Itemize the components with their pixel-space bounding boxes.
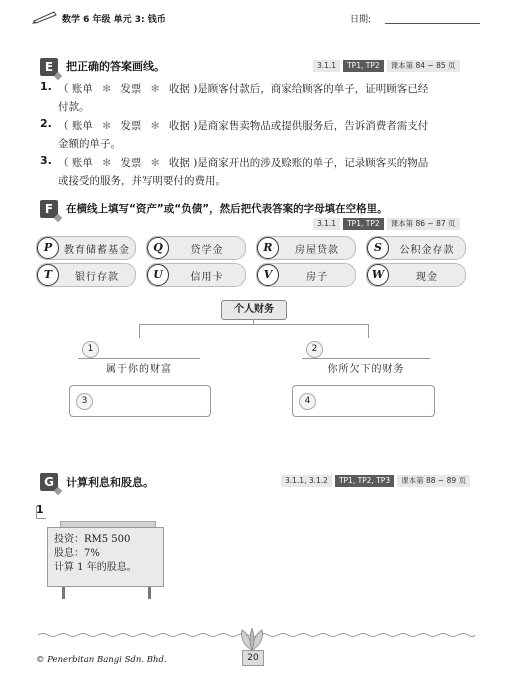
skill-tag: 3.1.1 (313, 218, 340, 230)
question-text: )是顾客付款后，商家给顾客的单子，证明顾客已经 (193, 83, 429, 95)
option-receipt[interactable]: 收据 (168, 120, 190, 132)
tree-connector (139, 324, 368, 325)
tp-tag: TP1, TP2 (343, 218, 384, 230)
question-g1-number: 1 (36, 503, 44, 516)
option-invoice[interactable]: 发票 (120, 83, 142, 95)
letter-badge: P (37, 237, 59, 259)
option-invoice[interactable]: 发票 (120, 120, 142, 132)
section-e-badge: E (40, 58, 58, 76)
pencil-icon (32, 8, 58, 24)
option-label: 信用卡 (190, 271, 224, 283)
textbook-tag: 课本第 84 ~ 85 页 (387, 60, 460, 72)
option-t (36, 263, 136, 287)
section-g-instruction: 计算利息和股息。 (66, 476, 154, 489)
option-label: 公积金存款 (399, 244, 455, 256)
question-e1: 1. （ 账单 ✻ 发票 ✻ 收据 )是顾客付款后，商家给顾客的单子，证明顾客已经 付款。 (40, 80, 483, 116)
option-v (256, 263, 356, 287)
section-f-instruction: 在横线上填写“资产”或“负债”，然后把代表答案的字母填在空格里。 (66, 203, 388, 215)
question-text: 付款。 (58, 101, 90, 113)
answer-number-4: 4 (299, 393, 316, 410)
investment-text: 投资：RM5 500 (54, 534, 131, 545)
option-label: 现金 (416, 271, 438, 283)
question-e2: 2. （ 账单 ✻ 发票 ✻ 收据 )是商家售卖物品或提供服务后，告诉消费者需支付 金额的单子。 (40, 117, 483, 153)
question-text: )是商家售卖物品或提供服务后，告诉消费者需支付 (193, 120, 429, 132)
answer-number-1: 1 (82, 341, 99, 358)
skill-tag: 3.1.1, 3.1.2 (281, 475, 332, 487)
letter-badge: T (37, 264, 59, 286)
textbook-tag: 课本第 88 ~ 89 页 (397, 475, 470, 487)
dividend-rate-text: 股息：7% (54, 548, 100, 559)
date-label: 日期: (350, 15, 372, 25)
copyright-text: © Penerbitan Bangi Sdn. Bhd. (36, 655, 167, 665)
tp-tag: TP1, TP2, TP3 (335, 475, 394, 487)
left-category-label: 属于你的财富 (106, 364, 172, 375)
section-f-tags (313, 218, 460, 230)
question-number-underline (36, 518, 46, 519)
option-u (146, 263, 246, 287)
option-label: 房子 (306, 271, 328, 283)
section-e-instruction: 把正确的答案画线。 (66, 60, 165, 73)
answer-blank-1[interactable] (78, 358, 200, 359)
option-label: 贷学金 (190, 244, 224, 256)
question-number-bracket (36, 506, 37, 518)
section-e-tags (313, 60, 460, 72)
section-g-badge: G (40, 473, 58, 491)
option-w (366, 263, 466, 287)
leaf-ornament-icon (234, 628, 270, 652)
question-text: 或接受的服务，并写明要付的费用。 (58, 175, 226, 187)
section-g-tags (281, 475, 470, 487)
question-text: )是商家开出的涉及赊账的单子，记录顾客买的物品 (193, 157, 429, 169)
tp-tag: TP1, TP2 (343, 60, 384, 72)
option-receipt[interactable]: 收据 (168, 157, 190, 169)
tree-root-label: 个人财务 (221, 300, 287, 320)
question-number: 1. (40, 80, 52, 93)
question-e3: 3. （ 账单 ✻ 发票 ✻ 收据 )是商家开出的涉及赊账的单子，记录顾客买的物品 或接受的服务，并写明要付的费用。 (40, 154, 483, 190)
skill-tag: 3.1.1 (313, 60, 340, 72)
textbook-tag: 课本第 86 ~ 87 页 (387, 218, 460, 230)
option-r (256, 236, 356, 260)
letter-badge: R (257, 237, 279, 259)
question-board (47, 527, 164, 587)
question-number: 2. (40, 117, 52, 130)
date-field[interactable] (385, 23, 480, 24)
answer-blank-2[interactable] (302, 358, 430, 359)
letter-badge: U (147, 264, 169, 286)
letter-badge: W (367, 264, 389, 286)
board-leg (148, 587, 151, 599)
task-text: 计算 1 年的股息。 (54, 562, 137, 573)
option-receipt[interactable]: 收据 (168, 83, 190, 95)
board-leg (62, 587, 65, 599)
option-s (366, 236, 466, 260)
right-category-label: 你所欠下的财务 (327, 364, 405, 375)
question-text: 金额的单子。 (58, 138, 121, 150)
section-f-badge: F (40, 200, 58, 218)
option-invoice[interactable]: 发票 (120, 157, 142, 169)
letter-badge: S (367, 237, 389, 259)
letter-badge: Q (147, 237, 169, 259)
option-q (146, 236, 246, 260)
option-p (36, 236, 136, 260)
tree-connector (139, 324, 140, 338)
option-label: 教育储蓄基金 (64, 244, 130, 256)
answer-number-3: 3 (76, 393, 93, 410)
page-number: 20 (242, 650, 264, 666)
letter-badge: V (257, 264, 279, 286)
answer-number-2: 2 (306, 341, 323, 358)
option-label: 房屋贷款 (295, 244, 339, 256)
option-bill[interactable]: 账单 (71, 120, 93, 132)
option-bill[interactable]: 账单 (71, 157, 93, 169)
question-number: 3. (40, 154, 52, 167)
tree-connector (368, 324, 369, 338)
option-label: 银行存款 (75, 271, 119, 283)
option-bill[interactable]: 账单 (71, 83, 93, 95)
header-title: 数学 6 年级 单元 3: 钱币 (62, 15, 166, 25)
